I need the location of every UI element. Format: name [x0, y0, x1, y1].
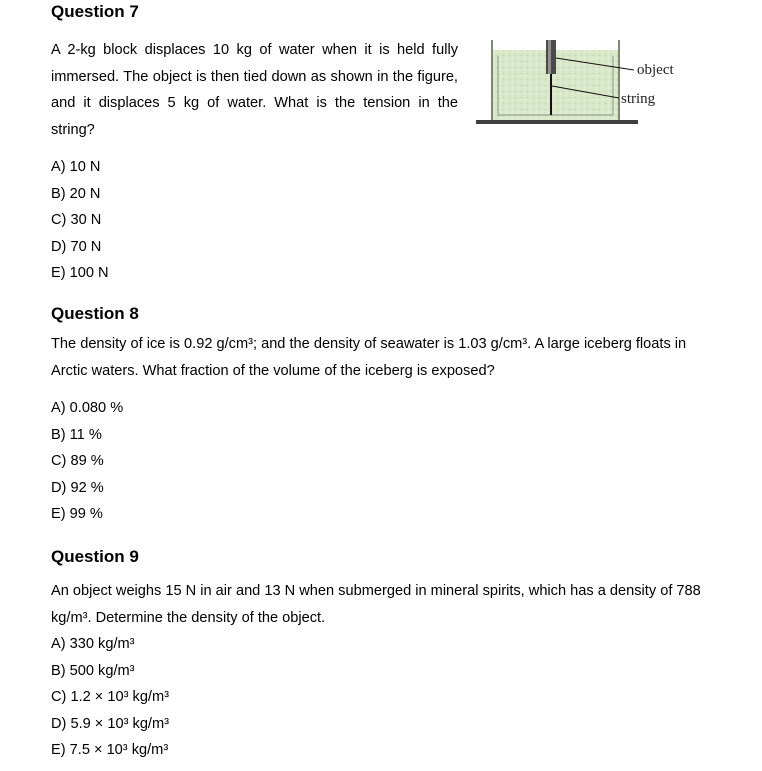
answer-option: B) 20 N	[51, 185, 101, 202]
object-highlight	[548, 40, 551, 74]
question-8-text: The density of ice is 0.92 g/cm³; and the density of seawater is 1.03 g/cm³. A large iceberg floats in Arctic waters. What fraction of the volume of the iceberg is exposed?	[51, 336, 687, 379]
answer-option: B) 11 %	[51, 426, 102, 443]
answer-option: C) 30 N	[51, 212, 102, 229]
object-label: object	[637, 62, 674, 78]
answer-option: E) 7.5 × 10³ kg/m³	[51, 742, 169, 759]
question-9-options	[51, 631, 169, 764]
answer-option: C) 1.2 × 10³ kg/m³	[51, 689, 170, 706]
question-7-title: Question 7	[51, 2, 139, 21]
answer-option: B) 500 kg/m³	[51, 662, 135, 679]
string-label: string	[621, 91, 656, 107]
question-8-options	[51, 395, 123, 528]
tied-block-figure	[472, 36, 692, 132]
table-surface	[476, 120, 638, 124]
question-7-text: A 2-kg block displaces 10 kg of water when it is held fully immersed. The object is then tied down as shown in the figure, and it displaces 5 kg of water. What is the tension in the string?	[51, 42, 458, 138]
answer-option: E) 99 %	[51, 506, 103, 523]
answer-option: A) 10 N	[51, 159, 101, 175]
answer-option: C) 89 %	[51, 453, 104, 470]
question-8-title: Question 8	[51, 304, 139, 323]
answer-option: D) 5.9 × 10³ kg/m³	[51, 715, 170, 732]
answer-option: A) 330 kg/m³	[51, 636, 135, 652]
question-9-text: An object weighs 15 N in air and 13 N when submerged in mineral spirits, which has a density of 788 kg/m³. Determine the density of the object.	[51, 583, 701, 626]
answer-option: D) 92 %	[51, 479, 104, 496]
answer-option: D) 70 N	[51, 238, 102, 255]
answer-option: E) 100 N	[51, 265, 109, 282]
question-9-title: Question 9	[51, 547, 139, 566]
question-7-options	[51, 154, 109, 287]
answer-option: A) 0.080 %	[51, 400, 124, 416]
